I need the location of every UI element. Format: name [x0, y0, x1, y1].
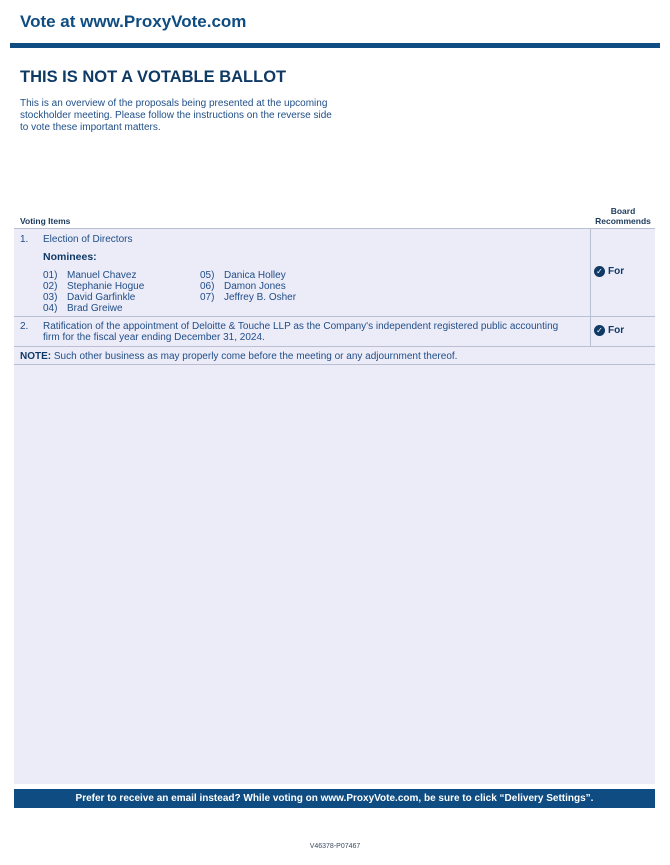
nominee [200, 292, 296, 303]
board-recommendation [594, 325, 624, 336]
nominee-name: Manuel Chavez [67, 270, 137, 281]
column-divider [590, 228, 591, 346]
check-circle-icon: ✓ [594, 266, 605, 277]
nominee-number: 07) [200, 292, 215, 303]
nominee [43, 292, 135, 303]
document-code: V46378-P07467 [309, 843, 361, 850]
nominee-number: 06) [200, 281, 215, 292]
ballot-intro: This is an overview of the proposals being presented at the upcoming stockholder meeting. Please follow the instructions on the reverse side to vote these important matters. [20, 98, 332, 133]
item-number: 1. [20, 234, 29, 245]
ballot-title: THIS IS NOT A VOTABLE BALLOT [20, 68, 287, 86]
note-text: Such other business as may properly come before the meeting or any adjournment thereof. [51, 351, 458, 362]
nominee-number: 02) [43, 281, 58, 292]
nominee [200, 281, 286, 292]
nominee-number: 03) [43, 292, 58, 303]
item-number: 2. [20, 321, 29, 332]
header-rule [10, 43, 660, 48]
header-title: Vote at www.ProxyVote.com [20, 12, 247, 31]
nominee [43, 281, 144, 292]
row-divider [14, 364, 655, 365]
note-label: NOTE: [20, 351, 52, 362]
nominee-name: Stephanie Hogue [67, 281, 145, 292]
nominee-name: Damon Jones [224, 281, 286, 292]
item-text-line: Ratification of the appointment of Deloitte & Touche LLP as the Company's independent registered public accounting [43, 321, 559, 332]
row-divider [14, 228, 655, 229]
nominee-number: 04) [43, 303, 58, 314]
nominee [200, 270, 286, 281]
recommendation-label: For [608, 325, 625, 336]
item-text [43, 321, 558, 343]
item-text: Election of Directors [43, 234, 133, 245]
board-header-line2: Recommends [595, 216, 651, 226]
voting-items-header: Voting Items [20, 216, 71, 226]
board-header-line1: Board [610, 206, 636, 216]
row-divider [14, 346, 655, 347]
nominee-number: 01) [43, 270, 58, 281]
nominee-number: 05) [200, 270, 215, 281]
nominees-label: Nominees: [43, 251, 97, 263]
nominee-name: David Garfinkle [67, 292, 136, 303]
item-text-line: firm for the fiscal year ending December 31, 2024. [43, 332, 265, 343]
note [20, 351, 457, 362]
board-recommendation [594, 266, 624, 277]
row-divider [14, 316, 655, 317]
nominee-name: Brad Greiwe [67, 303, 123, 314]
board-recommends-header [590, 206, 656, 226]
delivery-settings-banner: Prefer to receive an email instead? While voting on www.ProxyVote.com, be sure to click “Delivery Settings”. [14, 789, 655, 808]
nominee-name: Danica Holley [224, 270, 286, 281]
nominee [43, 303, 123, 314]
nominee [43, 270, 136, 281]
recommendation-label: For [608, 266, 625, 277]
check-circle-icon: ✓ [594, 325, 605, 336]
nominee-name: Jeffrey B. Osher [224, 292, 297, 303]
